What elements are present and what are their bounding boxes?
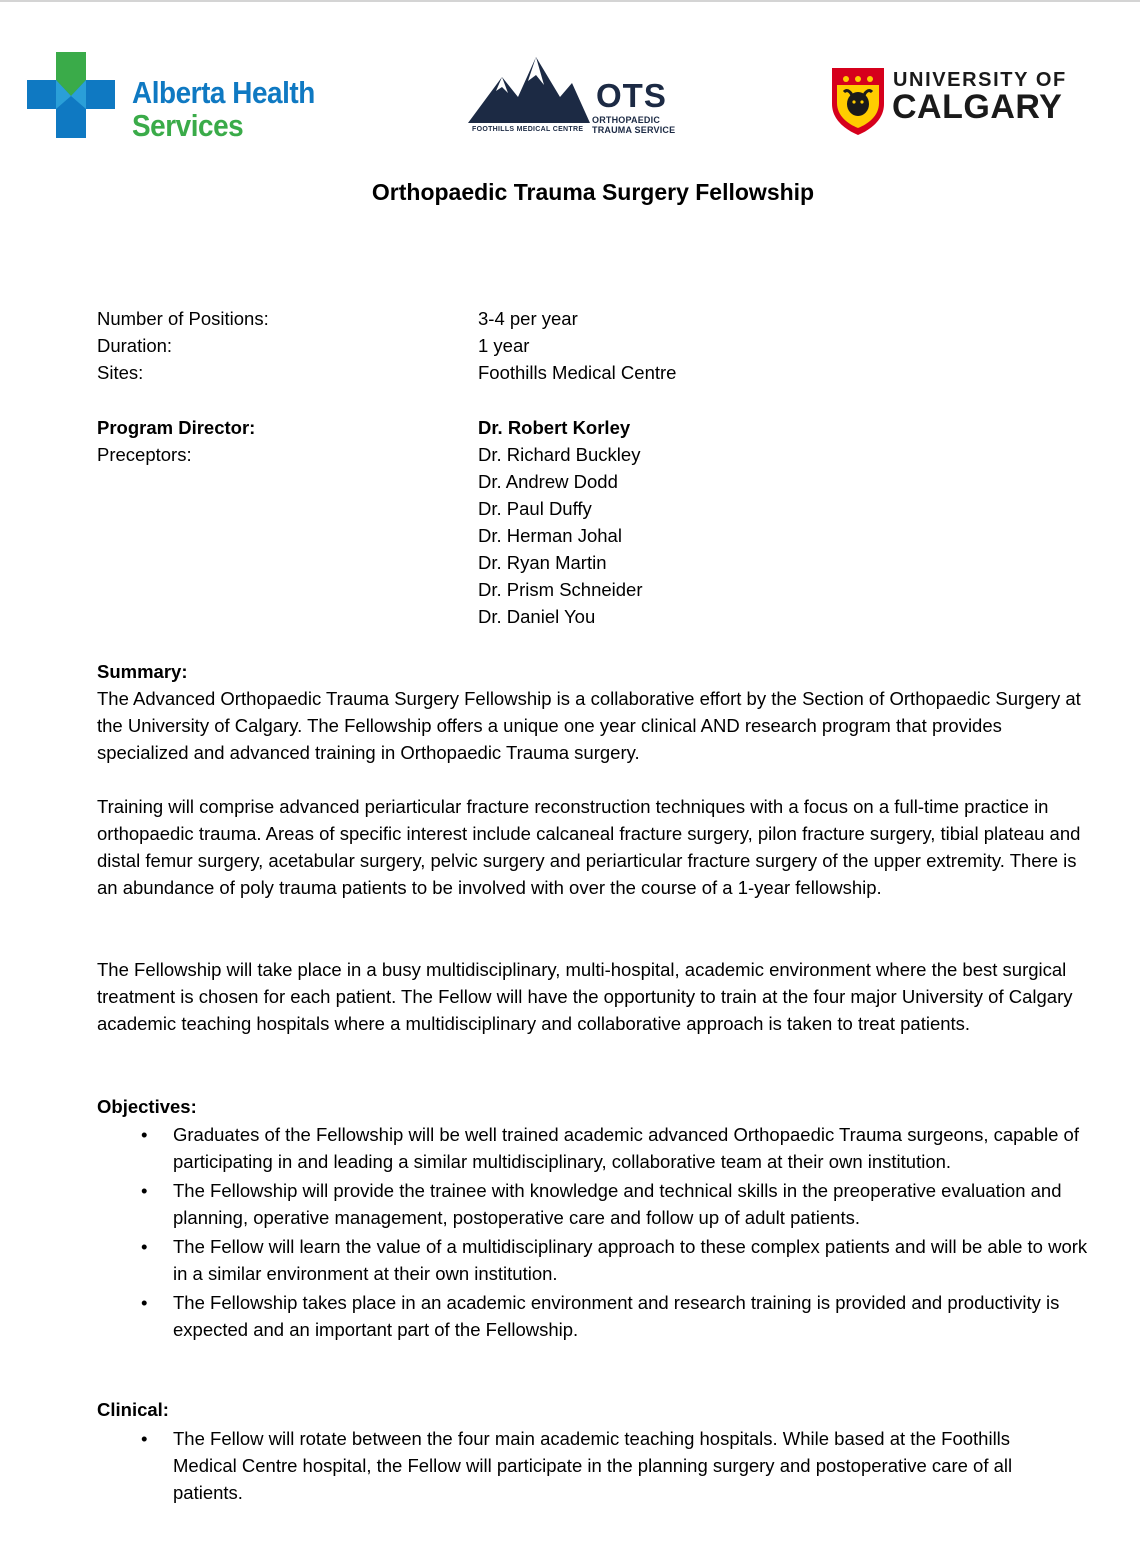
uc-logo-line2: CALGARY <box>892 88 1063 126</box>
objective-item: • The Fellowship will provide the trainee with knowledge and technical skills in the preoperative evaluation and planning, operative management, postoperative care and follow up of adult patients. <box>173 1177 1103 1231</box>
ahs-logo-line1: Alberta Health <box>132 75 315 110</box>
objectives-list <box>173 1121 1103 1345</box>
ahs-logo-line2: Services <box>132 108 244 143</box>
objective-item: • The Fellow will learn the value of a multidisciplinary approach to these complex patients and will be able to work in a similar environment at their own institution. <box>173 1233 1103 1287</box>
sites-value: Foothills Medical Centre <box>478 362 677 383</box>
summary-paragraph-2: Training will comprise advanced periarticular fracture reconstruction techniques with a focus on a full-time practice in orthopaedic trauma. Areas of specific interest include calcaneal fracture surgery, pilon fracture surgery, tibial plateau and distal femur surgery, acetabular surgery, pelvic surgery and periarticular fracture surgery of the upper extremity. There is an abundance of poly trauma patients to be involved with over the course of a 1-year fellowship. <box>97 796 1081 898</box>
ots-logo-subtitle <box>592 115 675 135</box>
summary-paragraph-3: The Fellowship will take place in a busy multidisciplinary, multi-hospital, academic environment where the best surgical treatment is chosen for each patient. The Fellow will have the opportunity to train at the four major University of Calgary academic teaching hospitals where a multidisciplinary and collaborative approach is taken to treat patients. <box>97 959 1073 1034</box>
summary-paragraph-1: The Advanced Orthopaedic Trauma Surgery Fellowship is a collaborative effort by the Section of Orthopaedic Surgery at the University of Calgary. The Fellowship offers a unique one year clinical AND research program that provides specialized and advanced training in Orthopaedic Trauma surgery. <box>97 688 1081 763</box>
clinical-list <box>173 1425 1053 1508</box>
preceptors-label: Preceptors: <box>97 444 192 465</box>
preceptor-name: Dr. Herman Johal <box>478 525 622 546</box>
positions-label: Number of Positions: <box>97 308 269 329</box>
mountains-icon <box>468 55 590 125</box>
sites-label: Sites: <box>97 362 144 383</box>
objective-item: • Graduates of the Fellowship will be well trained academic advanced Orthopaedic Trauma surgeons, capable of participating in and leading a similar multidisciplinary, collaborative team at their own institution. <box>173 1121 1103 1175</box>
preceptor-name: Dr. Ryan Martin <box>478 552 607 573</box>
ots-logo-sub2: TRAUMA SERVICE <box>592 125 676 135</box>
duration-label: Duration: <box>97 335 173 356</box>
program-director-value: Dr. Robert Korley <box>478 417 631 438</box>
uc-crest-icon <box>830 66 886 136</box>
preceptor-name: Dr. Paul Duffy <box>478 498 592 519</box>
clinical-item: • The Fellow will rotate between the four main academic teaching hospitals. While based at the Foothills Medical Centre hospital, the Fellow will participate in the planning surgery and postoperative care of all patients. <box>173 1425 1053 1506</box>
positions-value: 3-4 per year <box>478 308 578 329</box>
summary-heading: Summary: <box>97 661 188 682</box>
objective-item: • The Fellowship takes place in an academic environment and research training is provided and productivity is expected and an important part of the Fellowship. <box>173 1289 1103 1343</box>
preceptor-name: Dr. Prism Schneider <box>478 579 643 600</box>
preceptor-name: Dr. Richard Buckley <box>478 444 641 465</box>
duration-value: 1 year <box>478 335 530 356</box>
university-of-calgary-logo <box>830 66 1090 138</box>
top-border <box>0 0 1140 2</box>
ahs-cross-icon <box>27 52 117 142</box>
program-director-label: Program Director: <box>97 417 256 438</box>
alberta-health-services-logo <box>27 52 327 142</box>
objectives-heading: Objectives: <box>97 1096 197 1117</box>
preceptor-name: Dr. Daniel You <box>478 606 596 627</box>
preceptor-name: Dr. Andrew Dodd <box>478 471 618 492</box>
page-title: Orthopaedic Trauma Surgery Fellowship <box>371 179 815 205</box>
ots-logo-name: OTS <box>596 77 667 114</box>
ots-logo-sub1: ORTHOPAEDIC <box>592 115 661 125</box>
uc-logo-line1: UNIVERSITY OF <box>893 69 1067 91</box>
ots-logo <box>468 55 688 140</box>
ots-logo-site: FOOTHILLS MEDICAL CENTRE <box>472 126 584 133</box>
clinical-heading: Clinical: <box>97 1399 169 1420</box>
